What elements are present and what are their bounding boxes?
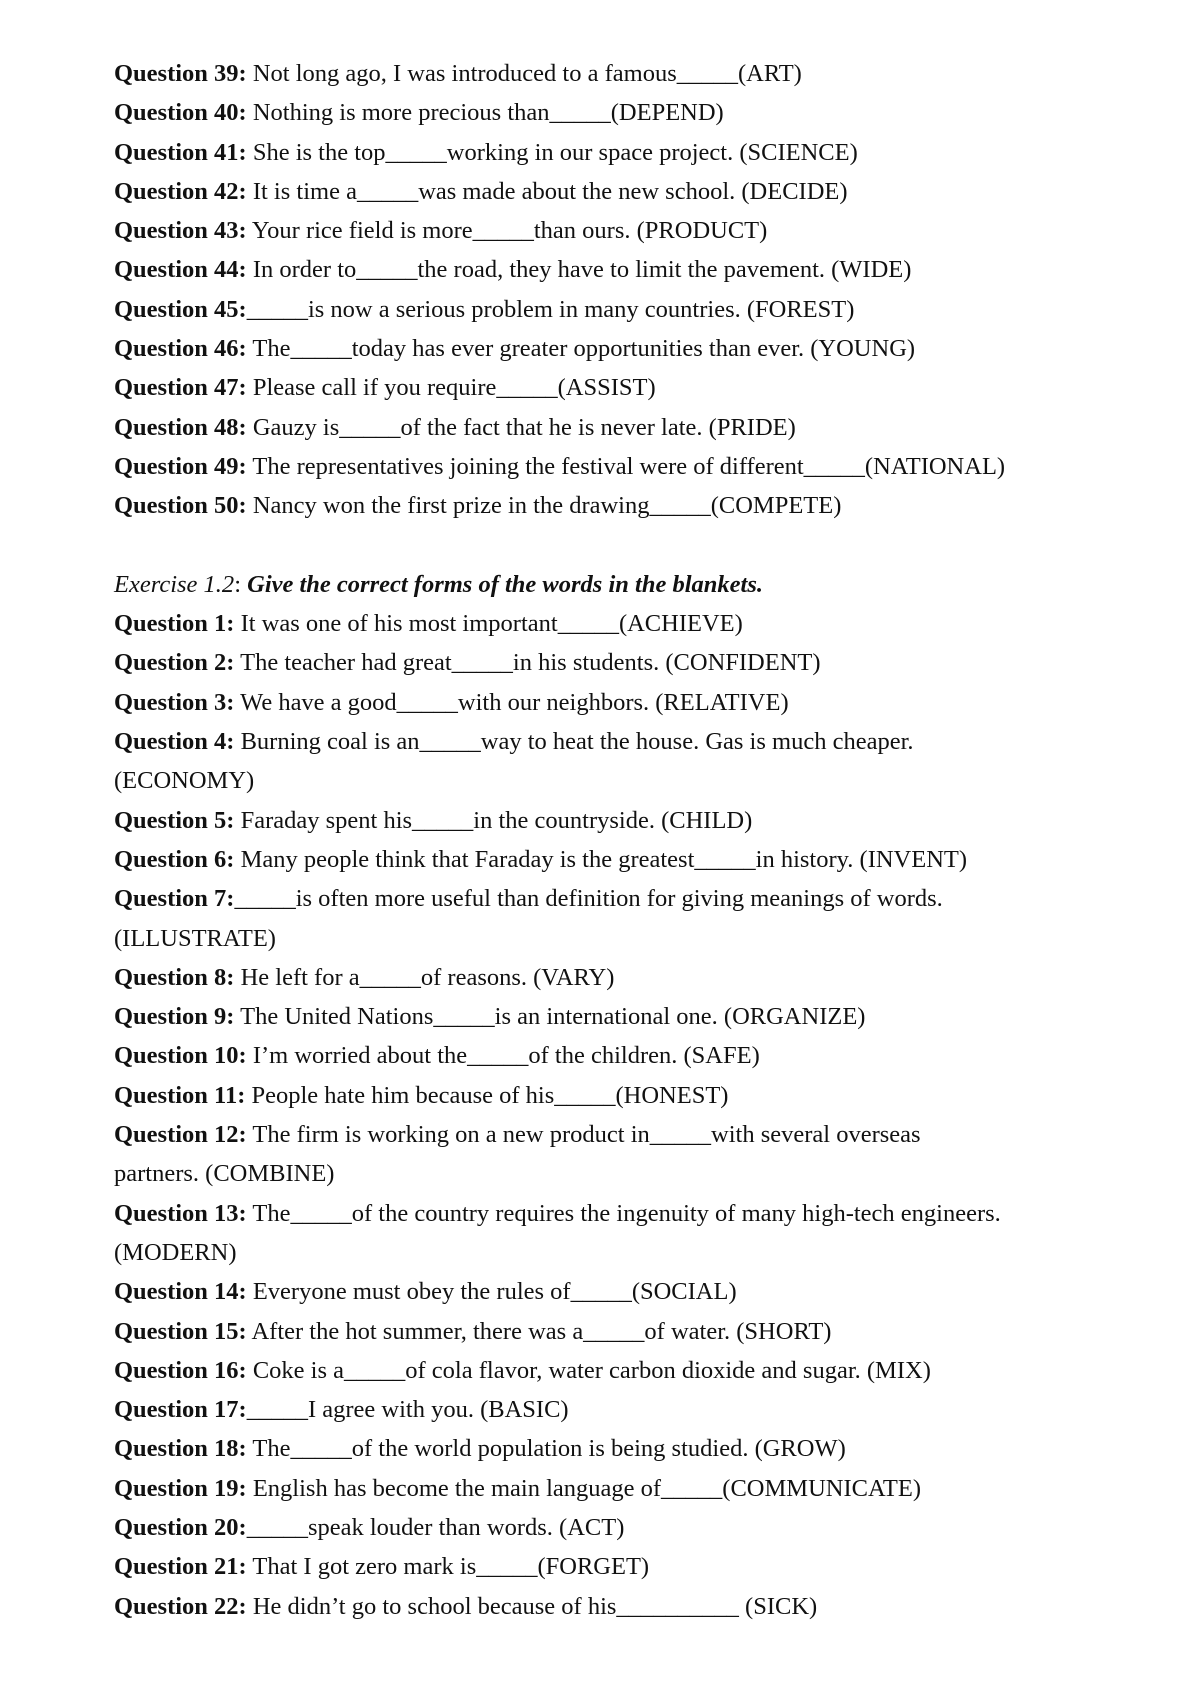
question-text: In order to_____the road, they have to limit the pavement. (WIDE)	[246, 256, 912, 284]
questions-39-50	[114, 54, 1114, 526]
question-45	[114, 290, 1114, 329]
question-label: Question 1:	[114, 610, 235, 638]
question-text: It was one of his most important_____(ACHIEVE)	[234, 610, 743, 638]
question-label: Question 50:	[114, 492, 247, 520]
question-label: Question 9:	[114, 1003, 235, 1031]
question-label: Question 10:	[114, 1042, 247, 1070]
question-text: Nothing is more precious than_____(DEPEND)	[246, 99, 724, 127]
question-text: She is the top_____working in our space project. (SCIENCE)	[246, 138, 858, 166]
question-text: Gauzy is_____of the fact that he is never late. (PRIDE)	[246, 413, 796, 441]
question-9	[114, 997, 1114, 1036]
question-label: Question 18:	[114, 1435, 247, 1463]
question-42	[114, 172, 1114, 211]
question-text: The_____today has ever greater opportunities than ever. (YOUNG)	[246, 335, 916, 363]
worksheet-page	[114, 54, 1114, 1626]
question-text: That I got zero mark is_____(FORGET)	[246, 1553, 650, 1581]
question-text: It is time a_____was made about the new school. (DECIDE)	[246, 177, 848, 205]
question-40	[114, 93, 1114, 132]
question-label: Question 11:	[114, 1081, 246, 1109]
question-label: Question 19:	[114, 1474, 247, 1502]
question-text: Coke is a_____of cola flavor, water carbon dioxide and sugar. (MIX)	[246, 1356, 931, 1384]
exercise-instruction: Give the correct forms of the words in the blankets.	[247, 570, 763, 598]
question-19	[114, 1469, 1114, 1508]
question-text: The firm is working on a new product in_____with several overseas	[246, 1121, 921, 1149]
question-label: Question 17:	[114, 1396, 247, 1424]
question-label: Question 44:	[114, 256, 247, 284]
question-text-continued: (MODERN)	[114, 1238, 237, 1266]
question-text: Faraday spent his_____in the countryside. (CHILD)	[234, 806, 753, 834]
question-label: Question 16:	[114, 1356, 247, 1384]
exercise-separator: :	[234, 570, 248, 598]
question-label: Question 5:	[114, 806, 235, 834]
question-label: Question 43:	[114, 217, 247, 245]
question-text: Your rice field is more_____than ours. (PRODUCT)	[246, 217, 768, 245]
section-spacer	[114, 526, 1114, 565]
question-50	[114, 486, 1114, 525]
question-label: Question 12:	[114, 1121, 247, 1149]
question-39	[114, 54, 1114, 93]
question-text: People hate him because of his_____(HONEST)	[245, 1081, 729, 1109]
question-label: Question 7:	[114, 885, 235, 913]
question-text: The_____of the world population is being studied. (GROW)	[246, 1435, 846, 1463]
question-text: The United Nations_____is an international one. (ORGANIZE)	[234, 1003, 866, 1031]
question-text-continued: (ECONOMY)	[114, 767, 255, 795]
question-label: Question 4:	[114, 728, 235, 756]
question-text: We have a good_____with our neighbors. (RELATIVE)	[234, 688, 789, 716]
question-label: Question 6:	[114, 845, 235, 873]
question-text-continued: (ILLUSTRATE)	[114, 924, 276, 952]
question-label: Question 39:	[114, 60, 247, 87]
question-label: Question 22:	[114, 1592, 247, 1620]
question-15	[114, 1312, 1114, 1351]
question-text: Not long ago, I was introduced to a famous_____(ART)	[246, 60, 802, 87]
question-label: Question 49:	[114, 452, 247, 480]
question-label: Question 13:	[114, 1199, 247, 1227]
question-7	[114, 879, 1114, 958]
question-44	[114, 250, 1114, 289]
question-text: _____I agree with you. (BASIC)	[246, 1396, 569, 1424]
question-text: _____is now a serious problem in many countries. (FOREST)	[246, 295, 855, 323]
question-1	[114, 604, 1114, 643]
question-6	[114, 840, 1114, 879]
question-2	[114, 643, 1114, 682]
question-text: I’m worried about the_____of the children. (SAFE)	[246, 1042, 760, 1070]
question-17	[114, 1390, 1114, 1429]
question-3	[114, 683, 1114, 722]
question-11	[114, 1076, 1114, 1115]
question-text: Everyone must obey the rules of_____(SOCIAL)	[246, 1278, 737, 1306]
question-text: English has become the main language of_____(COMMUNICATE)	[246, 1474, 922, 1502]
question-text: The teacher had great_____in his students. (CONFIDENT)	[234, 649, 821, 677]
question-label: Question 47:	[114, 374, 247, 402]
question-48	[114, 408, 1114, 447]
question-label: Question 21:	[114, 1553, 247, 1581]
question-43	[114, 211, 1114, 250]
question-text-continued: partners. (COMBINE)	[114, 1160, 335, 1188]
question-47	[114, 368, 1114, 407]
question-text: The_____of the country requires the ingenuity of many high-tech engineers.	[246, 1199, 1001, 1227]
question-14	[114, 1272, 1114, 1311]
question-16	[114, 1351, 1114, 1390]
question-49	[114, 447, 1114, 486]
question-8	[114, 958, 1114, 997]
question-22	[114, 1587, 1114, 1626]
question-label: Question 3:	[114, 688, 235, 716]
exercise-title: Exercise 1.2	[114, 570, 235, 598]
question-text: Many people think that Faraday is the greatest_____in history. (INVENT)	[234, 845, 968, 873]
question-text: _____speak louder than words. (ACT)	[246, 1513, 625, 1541]
question-41	[114, 133, 1114, 172]
question-text: Nancy won the first prize in the drawing_____(COMPETE)	[246, 492, 842, 520]
question-13	[114, 1194, 1114, 1273]
question-text: After the hot summer, there was a_____of water. (SHORT)	[246, 1317, 832, 1345]
question-text: He left for a_____of reasons. (VARY)	[234, 963, 615, 991]
question-label: Question 45:	[114, 295, 247, 323]
question-label: Question 46:	[114, 335, 247, 363]
questions-1-22	[114, 604, 1114, 1626]
question-5	[114, 801, 1114, 840]
question-label: Question 41:	[114, 138, 247, 166]
question-text: He didn’t go to school because of his__________ (SICK)	[246, 1592, 818, 1620]
question-label: Question 40:	[114, 99, 247, 127]
question-10	[114, 1036, 1114, 1075]
question-20	[114, 1508, 1114, 1547]
question-4	[114, 722, 1114, 801]
question-12	[114, 1115, 1114, 1194]
question-21	[114, 1547, 1114, 1586]
question-46	[114, 329, 1114, 368]
question-label: Question 14:	[114, 1278, 247, 1306]
question-label: Question 42:	[114, 177, 247, 205]
question-label: Question 8:	[114, 963, 235, 991]
question-text: Burning coal is an_____way to heat the house. Gas is much cheaper.	[234, 728, 914, 756]
question-label: Question 20:	[114, 1513, 247, 1541]
question-label: Question 15:	[114, 1317, 247, 1345]
exercise-heading	[114, 565, 1114, 604]
question-label: Question 48:	[114, 413, 247, 441]
question-text: Please call if you require_____(ASSIST)	[246, 374, 656, 402]
question-text: _____is often more useful than definition for giving meanings of words.	[234, 885, 943, 913]
question-18	[114, 1429, 1114, 1468]
question-text: The representatives joining the festival were of different_____(NATIONAL)	[246, 452, 1006, 480]
question-label: Question 2:	[114, 649, 235, 677]
